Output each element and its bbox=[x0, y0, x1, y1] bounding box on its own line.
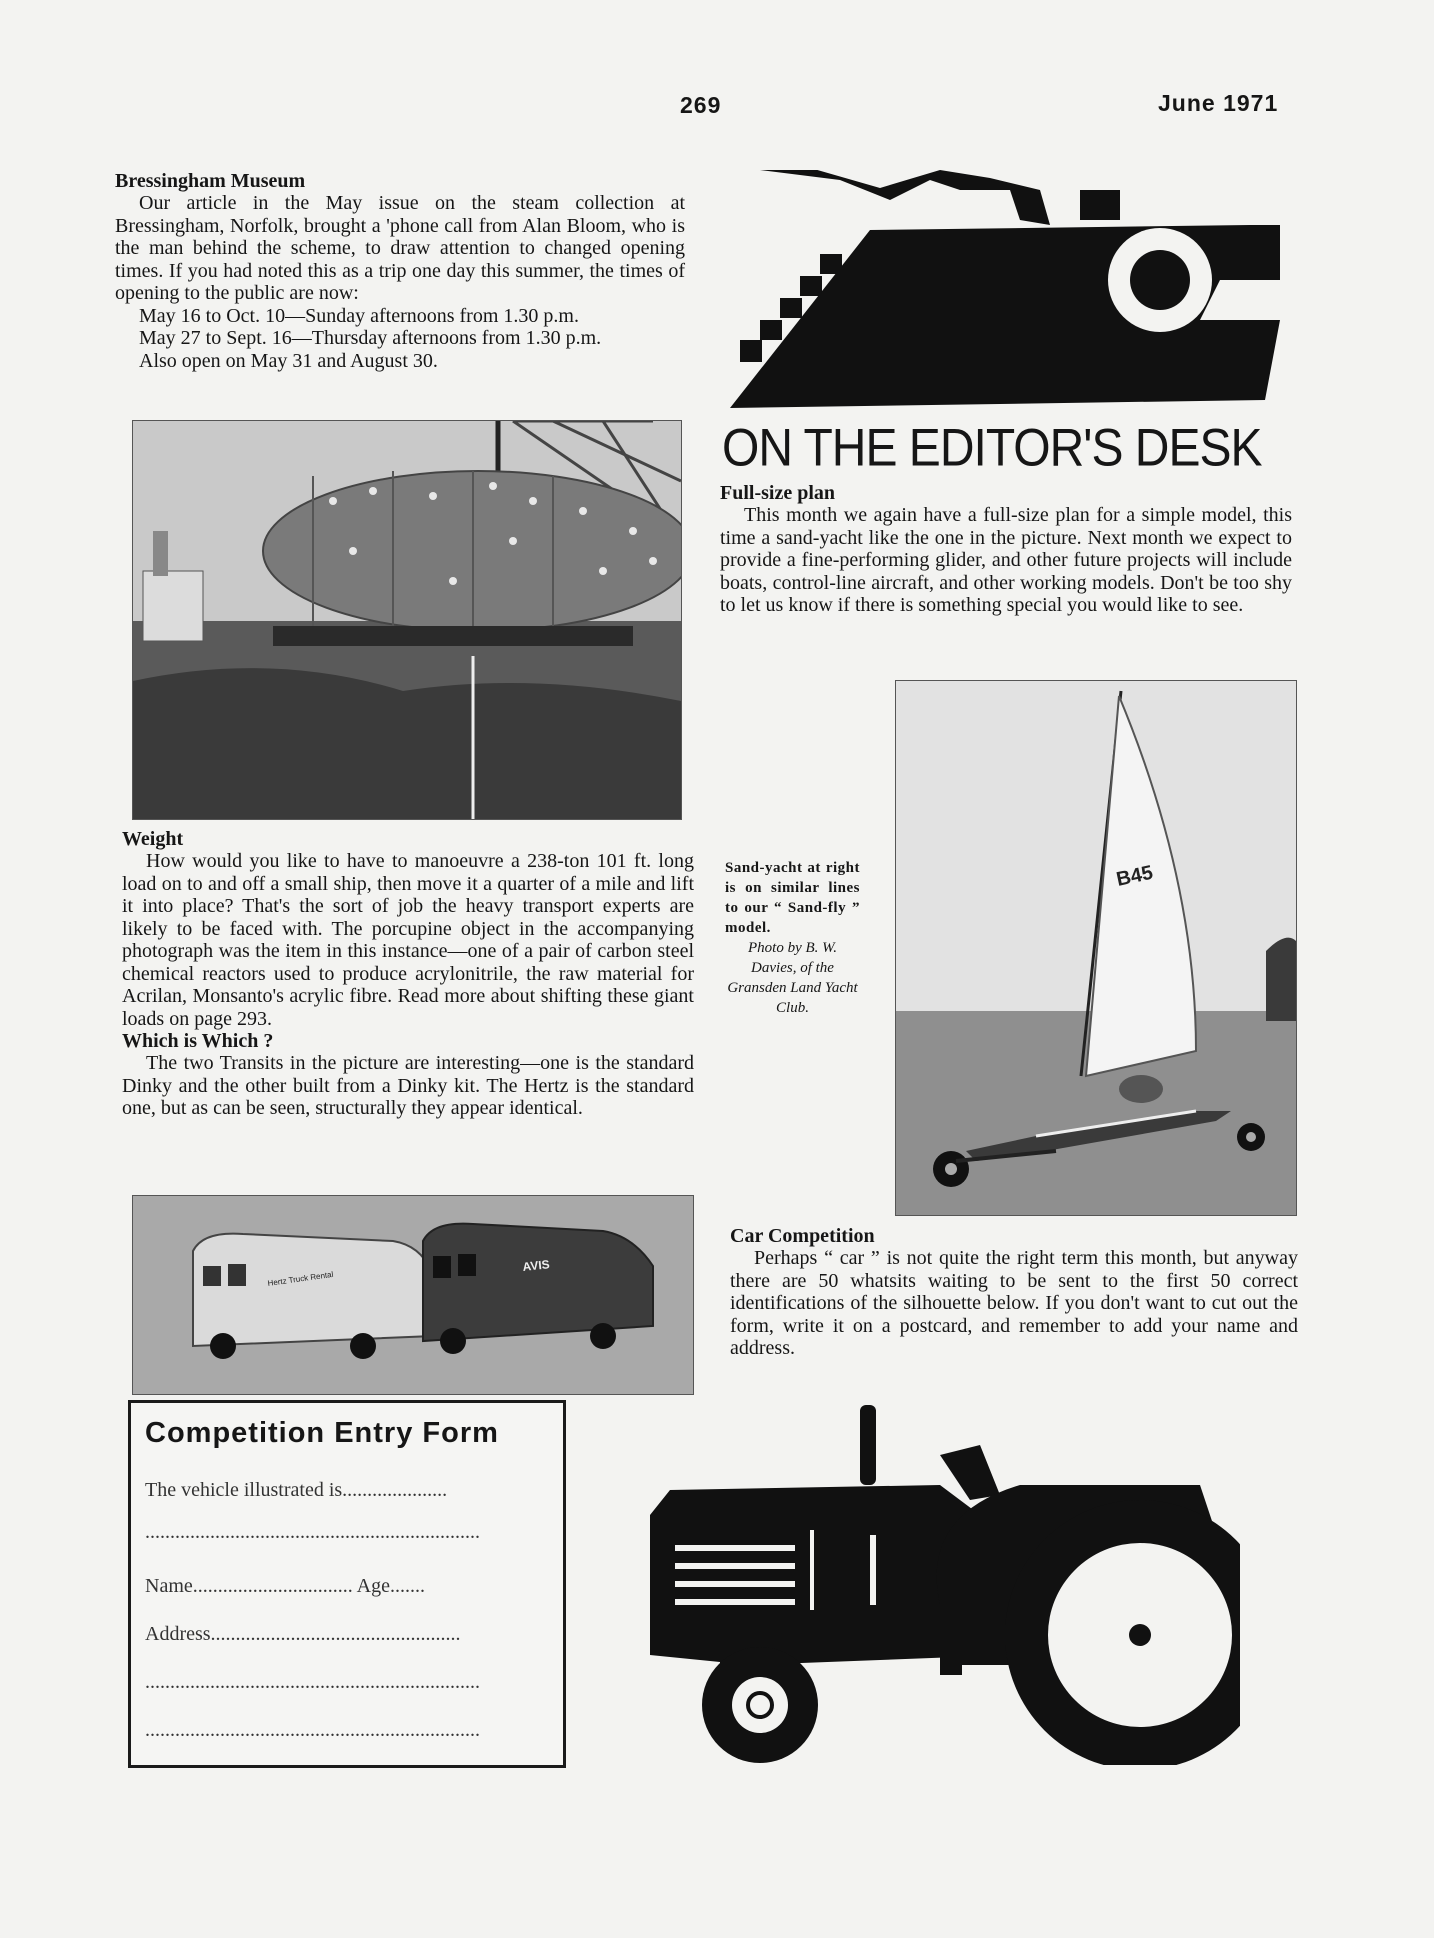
which-is-which-heading: Which is Which ? bbox=[122, 1030, 274, 1052]
bressingham-heading: Bressingham Museum bbox=[115, 170, 306, 192]
editors-desk-title: ON THE EDITOR'S DESK bbox=[722, 419, 1262, 478]
photo-credit: Photo by B. W. Davies, of the Gransden Land Yacht Club. bbox=[727, 940, 858, 1016]
caption-bold-text: Sand-yacht at right is on similar lines to our “ Sand-fly ” model. bbox=[725, 860, 860, 936]
car-competition-heading: Car Competition bbox=[730, 1225, 875, 1247]
editors-desk-logo bbox=[720, 170, 1290, 420]
reactor-photo bbox=[132, 420, 682, 820]
which-is-which-paragraph: The two Transits in the picture are interesting—one is the standard Dinky and the other built from a Dinky kit. The Hertz is the standard one, but as can be seen, structurally they appear identical. bbox=[122, 1052, 694, 1119]
address-field-continued[interactable]: ................................................................... bbox=[145, 1671, 480, 1693]
full-size-plan-article bbox=[720, 482, 1292, 617]
full-size-plan-heading: Full-size plan bbox=[720, 482, 836, 504]
bressingham-times-line: May 27 to Sept. 16—Thursday afternoons from 1.30 p.m. bbox=[139, 327, 602, 349]
car-competition-paragraph: Perhaps “ car ” is not quite the right term this month, but anyway there are 50 whatsits waiting to be sent to the first 50 correct identifications of the silhouette below. If you don't want to cut out the form, write it on a postcard, and remember to add your name and address. bbox=[730, 1247, 1298, 1359]
vehicle-field[interactable]: The vehicle illustrated is..................... bbox=[145, 1479, 448, 1501]
van-left-label: Hertz Truck Rental bbox=[267, 1269, 334, 1288]
name-age-field[interactable]: Name................................ Age....... bbox=[145, 1575, 425, 1597]
issue-date: June 1971 bbox=[1158, 90, 1279, 116]
bressingham-paragraph: Our article in the May issue on the steam collection at Bressingham, Norfolk, brought a 'phone call from Alan Bloom, who is the man behind the scheme, to draw attention to changed opening times. If you had noted this as a trip one day this summer, the times of opening to the public are now: bbox=[115, 192, 685, 304]
transit-vans-photo bbox=[132, 1195, 694, 1395]
address-field[interactable]: Address.................................................. bbox=[145, 1623, 461, 1645]
bressingham-times-line: May 16 to Oct. 10—Sunday afternoons from 1.30 p.m. bbox=[139, 304, 579, 327]
sail-number: B45 bbox=[1114, 861, 1155, 891]
weight-heading: Weight bbox=[122, 828, 184, 850]
car-competition-article bbox=[730, 1225, 1298, 1360]
competition-entry-form bbox=[128, 1400, 566, 1768]
sand-yacht-photo bbox=[895, 680, 1297, 1216]
address-field-continued[interactable]: ................................................................... bbox=[145, 1719, 480, 1741]
form-title: Competition Entry Form bbox=[145, 1417, 499, 1449]
bressingham-times-line: Also open on May 31 and August 30. bbox=[139, 349, 438, 372]
vehicle-field-continued[interactable]: ................................................................... bbox=[145, 1521, 480, 1543]
sand-yacht-caption bbox=[725, 858, 860, 1018]
weight-article bbox=[122, 828, 694, 1120]
bressingham-article bbox=[115, 170, 685, 372]
weight-paragraph: How would you like to have to manoeuvre a 238-ton 101 ft. long load on to and off a small ship, then move it a quarter of a mile and lift it into place? That's the sort of job the heavy transport experts are likely to be faced with. The porcupine object in the accompanying photograph was the item in this instance—one of a pair of carbon steel chemical reactors used to produce acrylonitrile, the raw material for Acrilan, Monsanto's acrylic fibre. Read more about shifting these giant loads on page 293. bbox=[122, 850, 694, 1030]
van-right-label: AVIS bbox=[521, 1257, 551, 1274]
full-size-plan-paragraph: This month we again have a full-size plan for a simple model, this time a sand-yacht like the one in the picture. Next month we expect to provide a fine-performing glider, and other future projects will include boats, control-line aircraft, and other working models. Don't be too shy to let us know if there is something special you would like to see. bbox=[720, 504, 1292, 616]
page-number: 269 bbox=[680, 92, 722, 118]
tractor-silhouette bbox=[640, 1405, 1240, 1765]
